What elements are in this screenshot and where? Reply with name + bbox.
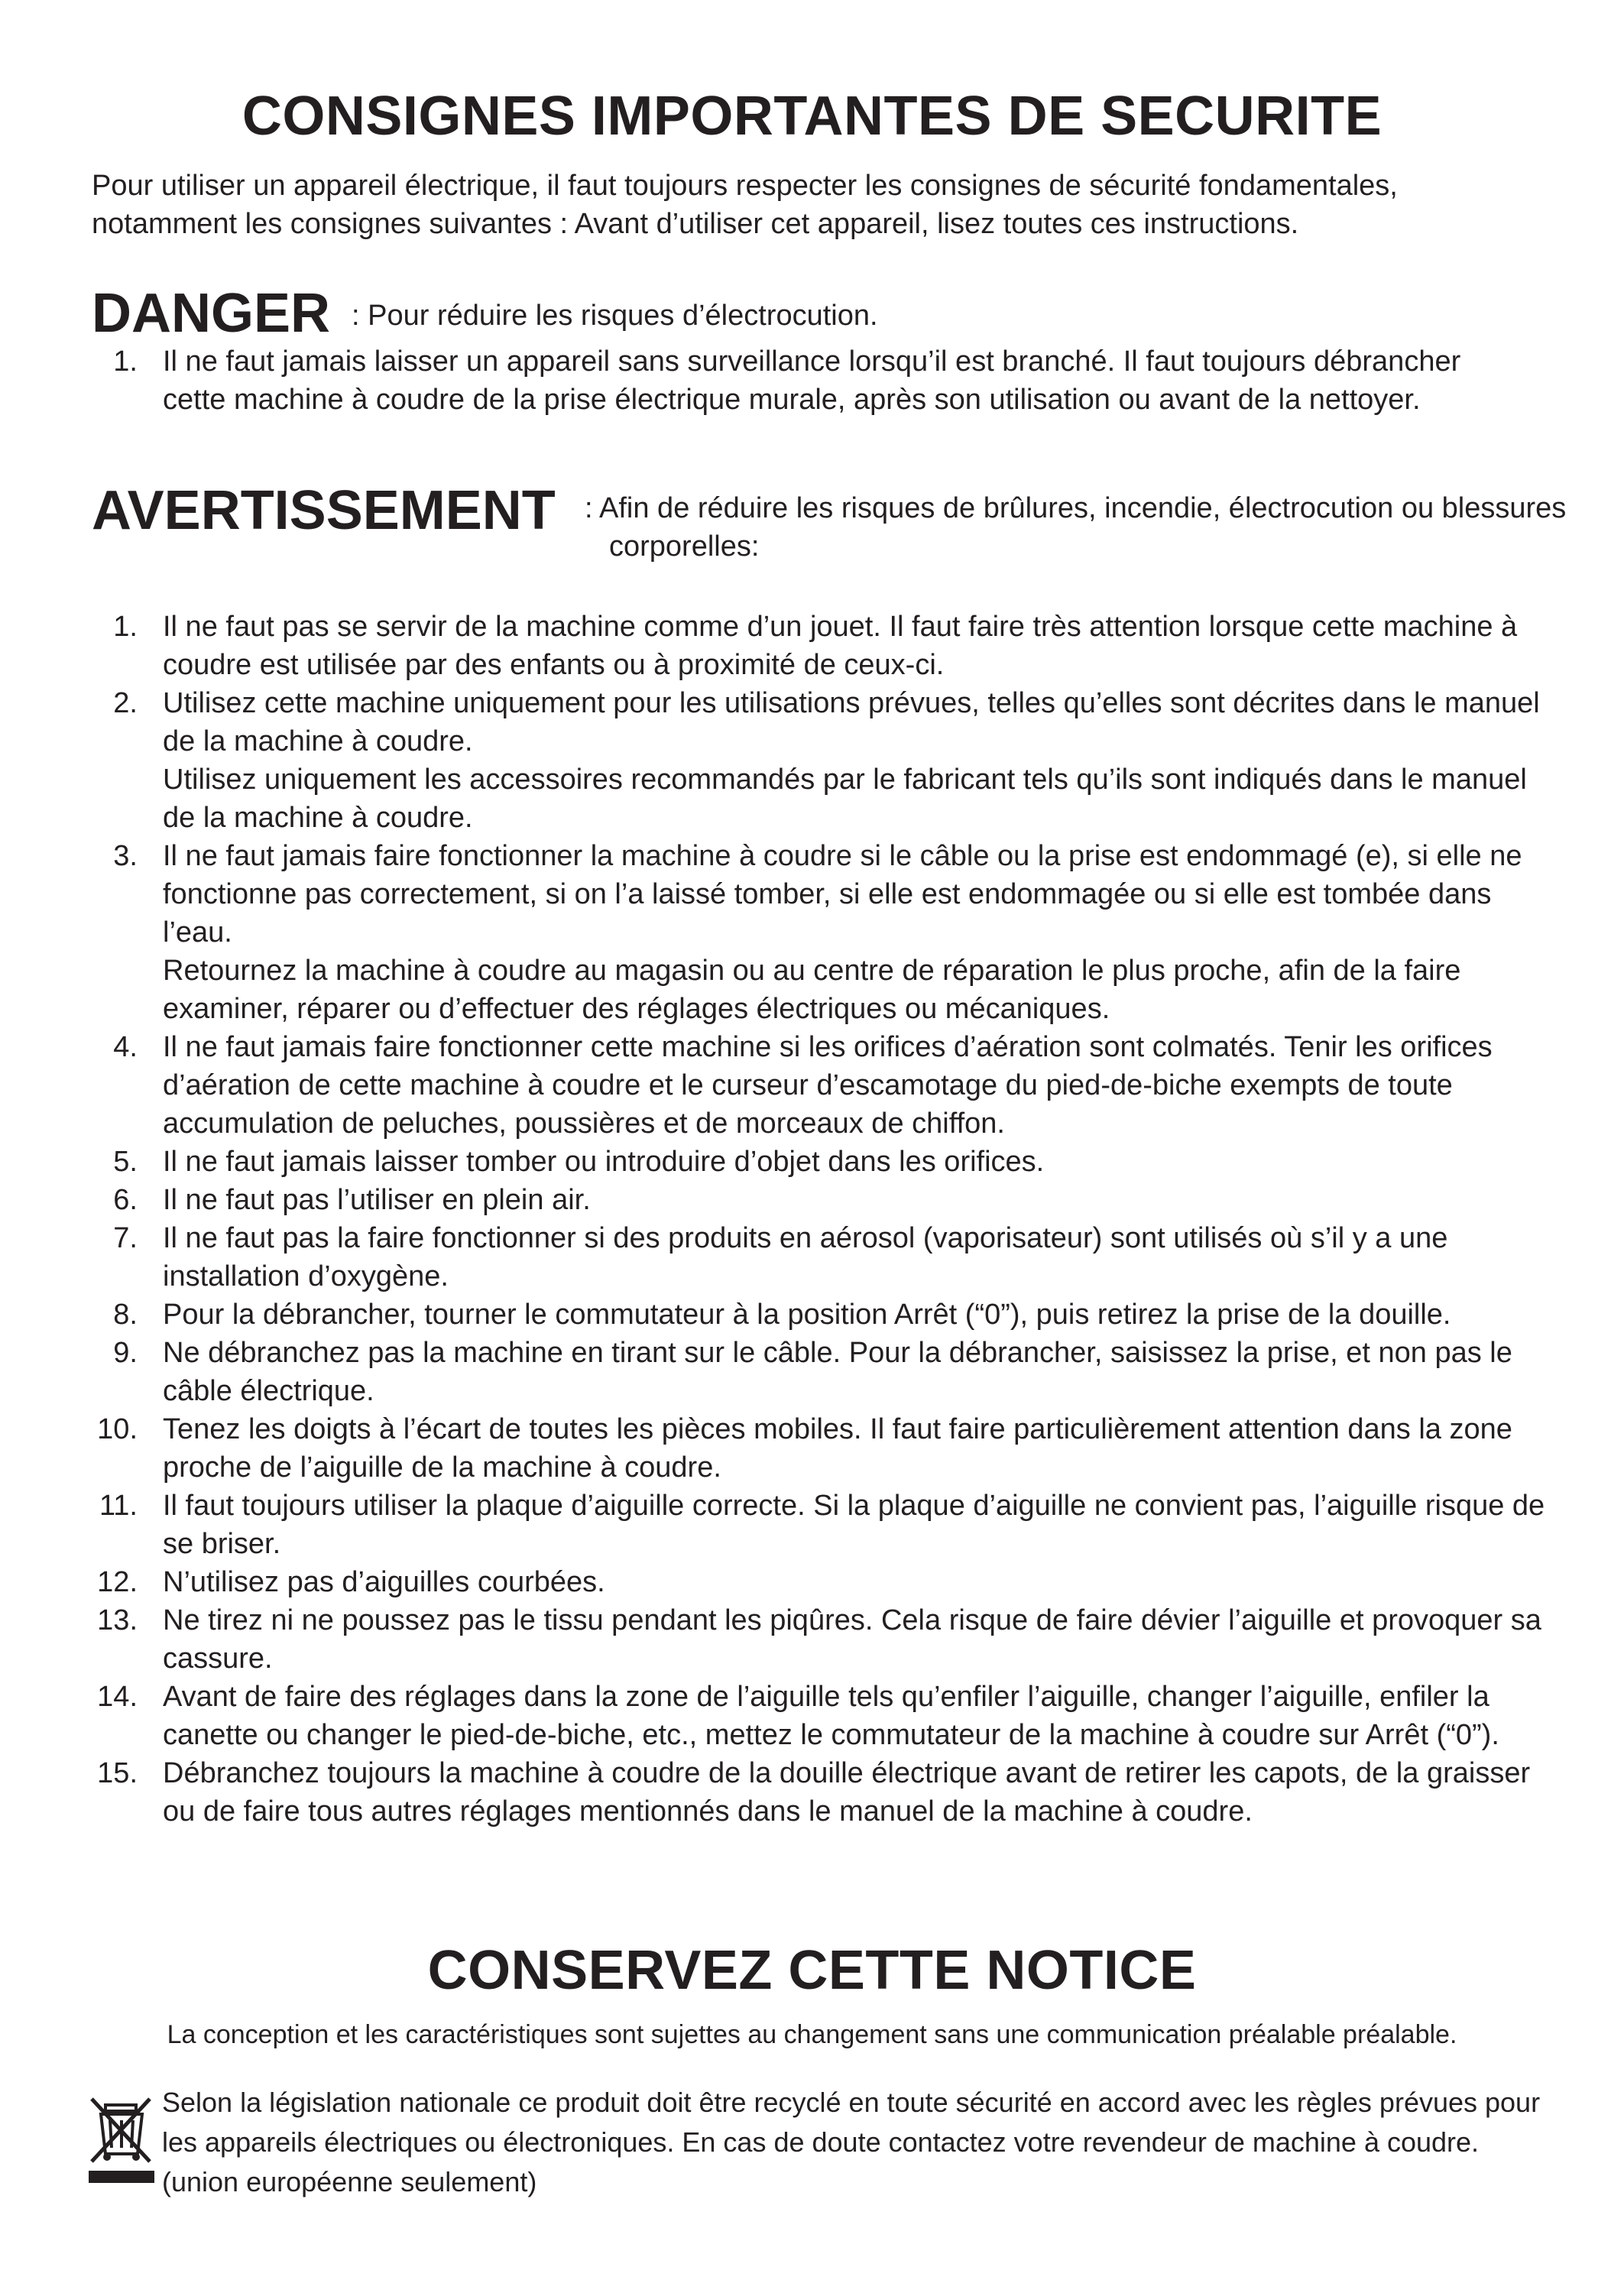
list-item [0,1410,1554,1487]
list-item [0,1296,1554,1334]
item-number: 3. [113,840,138,872]
item-text-continued: Utilisez uniquement les accessoires recommandés par le fabricant tels qu’ils sont indiqués dans le manuel de la machine à coudre. [163,764,1527,834]
item-number: 12. [97,1566,138,1598]
item-number: 1. [113,611,138,643]
list-item [0,1219,1554,1296]
page-title: CONSIGNES IMPORTANTES DE SECURITE [241,86,1383,147]
list-item [0,684,1554,837]
save-notice-title: CONSERVEZ CETTE NOTICE [427,1940,1197,2001]
list-item [0,1601,1554,1678]
item-text: Il ne faut pas l’utiliser en plein air. [163,1184,591,1216]
crossed-out-wheelie-bin-icon [89,2094,154,2183]
item-number: 8. [113,1299,138,1331]
warning-heading: AVERTISSEMENT [92,480,556,541]
item-text: Tenez les doigts à l’écart de toutes les pièces mobiles. Il faut faire particulièrement attention dans la zone proche de l’aiguille de la machine à coudre. [163,1413,1512,1484]
item-number: 5. [113,1146,138,1178]
item-text: Utilisez cette machine uniquement pour les utilisations prévues, telles qu’elles sont décrites dans le manuel de la machine à coudre. [163,687,1540,757]
list-item [0,1678,1554,1754]
item-number: 9. [113,1337,138,1369]
item-number: 1. [113,345,138,378]
item-text: Il faut toujours utiliser la plaque d’aiguille correcte. Si la plaque d’aiguille ne convient pas, l’aiguille risque de se briser. [163,1490,1545,1560]
item-text: Il ne faut pas se servir de la machine comme d’un jouet. Il faut faire très attention lorsque cette machine à coudre est utilisée par des enfants ou à proximité de ceux-ci. [163,611,1518,681]
list-item [0,1334,1554,1410]
list-item [0,1563,1554,1601]
list-item [0,1143,1554,1181]
item-text: Il ne faut jamais faire fonctionner la machine à coudre si le câble ou la prise est endommagé (e), si elle ne fonctionne pas correctement, si on l’a laissé tomber, si elle est endommagée ou si elle est tombée dans l’eau. [163,840,1522,949]
item-text: Ne tirez ni ne poussez pas le tissu pendant les piqûres. Cela risque de faire dévier l’aiguille et provoquer sa cassure. [163,1604,1541,1675]
intro-paragraph: Pour utiliser un appareil électrique, il faut toujours respecter les consignes de sécurité fondamentales, notamment les consignes suivantes : Avant d’utiliser cet appareil, lisez toutes ces instructions. [92,170,1398,240]
specification-footnote: La conception et les caractéristiques sont sujettes au changement sans une communication préalable préalable. [167,2020,1457,2049]
item-number: 7. [113,1222,138,1254]
item-text: Ne débranchez pas la machine en tirant sur le câble. Pour la débrancher, saisissez la prise, et non pas le câble électrique. [163,1337,1512,1407]
item-text: Avant de faire des réglages dans la zone de l’aiguille tels qu’enfiler l’aiguille, changer l’aiguille, enfiler la canette ou changer le pied-de-biche, etc., mettez le commutateur de la machine à coudre sur Arrêt (“0”). [163,1681,1499,1751]
item-number: 6. [113,1184,138,1216]
item-number: 11. [99,1490,138,1522]
list-item [0,1754,1554,1831]
item-text: Débranchez toujours la machine à coudre de la douille électrique avant de retirer les capots, de la graisser ou de faire tous autres réglages mentionnés dans le manuel de la machine à coudre. [163,1757,1531,1828]
item-text: N’utilisez pas d’aiguilles courbées. [163,1566,605,1598]
item-text: Il ne faut jamais faire fonctionner cette machine si les orifices d’aération sont colmatés. Tenir les orifices d’aération de cette machine à coudre et le curseur d’escamotage du pied-de-biche exempts de toute accumulation de peluches, poussières et de morceaux de chiffon. [163,1031,1493,1140]
item-number: 4. [113,1031,138,1063]
item-text: Pour la débrancher, tourner le commutateur à la position Arrêt (“0”), puis retirez la prise de la douille. [163,1299,1451,1331]
danger-list [0,342,1523,419]
item-text: Il ne faut jamais laisser tomber ou introduire d’objet dans les orifices. [163,1146,1045,1178]
list-item [0,837,1554,1028]
item-number: 10. [97,1413,138,1445]
item-text: Il ne faut pas la faire fonctionner si des produits en aérosol (vaporisateur) sont utilisés où s’il y a une installation d’oxygène. [163,1222,1448,1292]
item-number: 14. [97,1681,138,1713]
item-number: 15. [97,1757,138,1789]
recycling-notice: Selon la législation nationale ce produit doit être recyclé en toute sécurité en accord avec les règles prévues pour les appareils électriques ou électroniques. En cas de doute contactez votre revendeur de machine à coudre. (union européenne seulement) [162,2087,1541,2197]
warning-description: : Afin de réduire les risques de brûlures, incendie, électrocution ou blessures corporelles: [585,492,1567,563]
item-text-continued: Retournez la machine à coudre au magasin ou au centre de réparation le plus proche, afin de la faire examiner, réparer ou d’effectuer des réglages électriques ou mécaniques. [163,955,1461,1025]
list-item [0,1028,1554,1143]
list-item [0,608,1554,684]
list-item [0,1181,1554,1219]
item-number: 2. [113,687,138,719]
list-item [0,1487,1554,1563]
warning-list [0,608,1554,1831]
list-item [0,342,1523,419]
danger-description: : Pour réduire les risques d’électrocution. [352,300,878,332]
item-number: 13. [97,1604,138,1636]
danger-heading: DANGER [92,283,331,344]
item-text: Il ne faut jamais laisser un appareil sans surveillance lorsqu’il est branché. Il faut toujours débrancher cette machine à coudre de la prise électrique murale, après son utilisation ou avant de la nettoyer. [163,345,1461,416]
